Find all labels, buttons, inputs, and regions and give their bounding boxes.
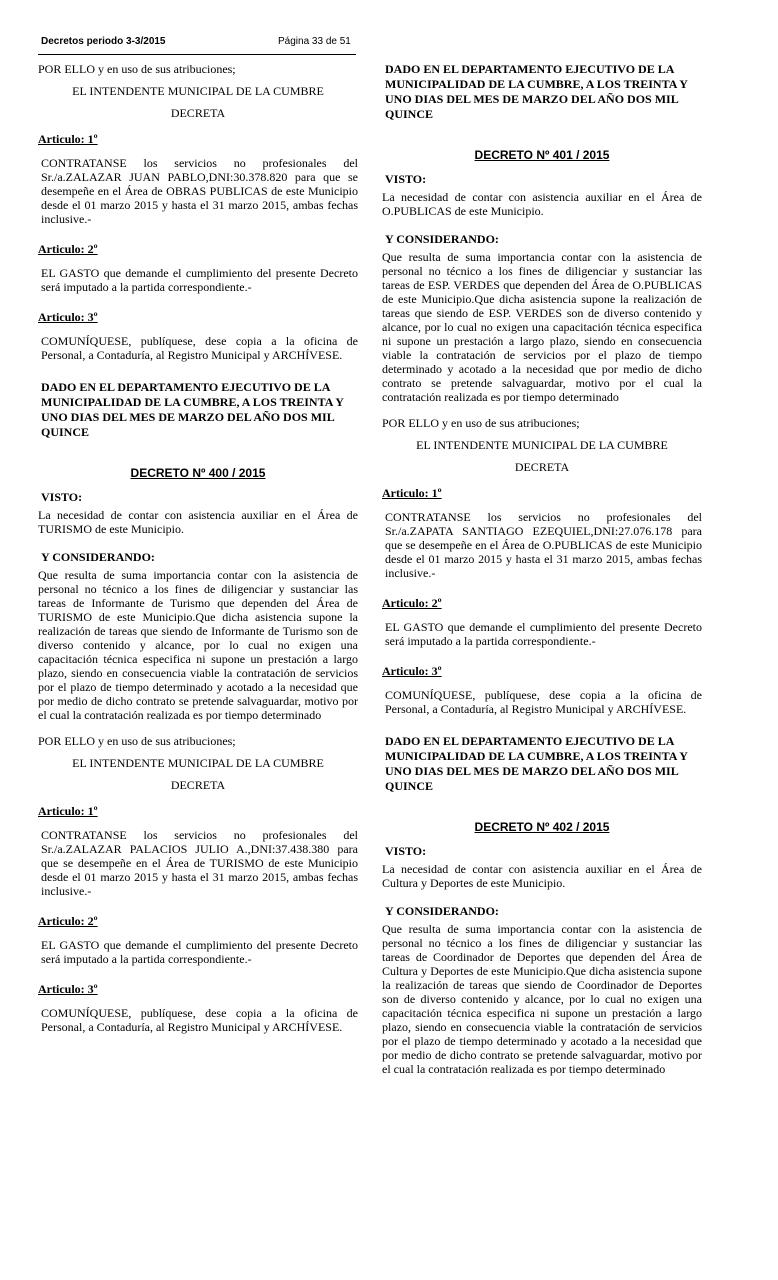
decree-401-article-3-text: COMUNÍQUESE, publíquese, dese copia a la oficina de Personal, a Contaduría, al Registro Municipal y ARCHÍVESE.	[385, 688, 702, 716]
decree-400-visto-label: VISTO:	[41, 490, 83, 504]
decree-402-considerando-label: Y CONSIDERANDO:	[385, 904, 499, 918]
article-3-text: COMUNÍQUESE, publíquese, dese copia a la oficina de Personal, a Contaduría, al Registro Municipal y ARCHÍVESE.	[41, 334, 358, 362]
decree-400-considerando-text: Que resulta de suma importancia contar con la asistencia de personal no técnico a los fines de diligenciar y sustanciar las tareas de Informante de Turismo que dependen del Área de TURISMO de este Municipio.Que dicha asistencia supone la realización de tareas que siendo de Informante de Turismo son de diverso contenido y alcance, por lo cual no exigen una capacitación técnica especifica ni supone un prestación a largo plazo, siendo en consecuencia viable la contratación de servicios por el plazo de tiempo determinado y acotado a la necesidad que por medio de dicho contrato se pretende salvaguardar, motivo por el cual la contratación realizada es por tiempo determinado	[38, 568, 358, 722]
decree-400-title: DECRETO Nº 400 / 2015	[130, 466, 266, 480]
decree-401-article-3-label: Articulo: 3º	[382, 664, 442, 678]
decree-401-considerando-text: Que resulta de suma importancia contar con la asistencia de personal no técnico a los fines de diligenciar y sustanciar las tareas de ESP. VERDES que dependen del Área de O.PUBLICAS de este Municipio.Que dicha asistencia supone la realización de tareas que siendo de ESP. VERDES son de diverso contenido y alcance, por lo cual no exigen una capacitación técnica especifica ni supone un prestación a largo plazo, siendo en consecuencia viable la contratación de servicios por el plazo de tiempo determinado y acotado a la necesidad que por medio de dicho contrato se pretende salvaguardar, motivo por el cual la contratación realizada es por tiempo determinado	[382, 250, 702, 404]
decree-400-article-2-text: EL GASTO que demande el cumplimiento del presente Decreto será imputado a la partida correspondiente.-	[41, 938, 358, 966]
decree-401-article-1-label: Articulo: 1º	[382, 486, 442, 500]
decree-401-article-2-text: EL GASTO que demande el cumplimiento del presente Decreto será imputado a la partida correspondiente.-	[385, 620, 702, 648]
header-page-number: Página 33 de 51	[278, 36, 351, 47]
article-2-text: EL GASTO que demande el cumplimiento del presente Decreto será imputado a la partida correspondiente.-	[41, 266, 358, 294]
decree-401-article-1-text: CONTRATANSE los servicios no profesionales del Sr./a.ZAPATA SANTIAGO EZEQUIEL,DNI:27.076.178 para que se desempeñe en el Área de O.PUBLICAS de este Municipio desde el 01 marzo 2015 y hasta el 31 marzo 2015, ambas fechas inclusive.-	[385, 510, 702, 580]
decree-401-considerando-label: Y CONSIDERANDO:	[385, 232, 499, 246]
left-column	[38, 62, 358, 1034]
decree-400-visto-text: La necesidad de contar con asistencia auxiliar en el Área de TURISMO de este Municipio.	[38, 508, 358, 536]
decree-400-decreta: DECRETA	[170, 778, 226, 792]
article-1-label: Articulo: 1º	[38, 132, 98, 146]
decree-402-considerando-text: Que resulta de suma importancia contar con la asistencia de personal no técnico a los fines de diligenciar y sustanciar las tareas de Coordinador de Deportes que dependen del Área de Cultura y Deportes de este Municipio.Que dicha asistencia supone la realización de tareas que siendo de Coordinador de Deportes son de diverso contenido y alcance, por lo cual no exigen una capacitación técnica especifica ni supone un prestación a largo plazo, siendo en consecuencia viable la contratación de servicios por el plazo de tiempo determinado y acotado a la necesidad que por medio de dicho contrato se pretende salvaguardar, motivo por el cual la contratación realizada es por tiempo determinado	[382, 922, 702, 1076]
decree-400-article-1-text: CONTRATANSE los servicios no profesionales del Sr./a.ZALAZAR PALACIOS JULIO A.,DNI:37.438.380 para que se desempeñe en el Área de TURISMO de este Municipio desde el 01 marzo 2015 y hasta el 31 marzo 2015, ambas fechas inclusive.-	[41, 828, 358, 898]
decree-401-visto-label: VISTO:	[385, 172, 427, 186]
por-ello-text: POR ELLO y en uso de sus atribuciones;	[38, 62, 236, 76]
page-header	[38, 34, 356, 55]
header-period: Decretos periodo 3-3/2015	[41, 36, 166, 47]
dado-closing: DADO EN EL DEPARTAMENTO EJECUTIVO DE LA MUNICIPALIDAD DE LA CUMBRE, A LOS TREINTA Y UNO DIAS DEL MES DE MARZO DEL AÑO DOS MIL QUINCE	[41, 380, 344, 439]
decree-400-article-1-label: Articulo: 1º	[38, 804, 98, 818]
decree-400-article-3-label: Articulo: 3º	[38, 982, 98, 996]
decree-401-intendente: EL INTENDENTE MUNICIPAL DE LA CUMBRE	[416, 438, 668, 452]
decree-401-visto-text: La necesidad de contar con asistencia auxiliar en el Área de O.PUBLICAS de este Municipio.	[382, 190, 702, 218]
article-3-label: Articulo: 3º	[38, 310, 98, 324]
decree-400-article-2-label: Articulo: 2º	[38, 914, 98, 928]
intendente-heading: EL INTENDENTE MUNICIPAL DE LA CUMBRE	[72, 84, 324, 98]
decree-401-title: DECRETO Nº 401 / 2015	[474, 148, 610, 162]
decree-402-title: DECRETO Nº 402 / 2015	[474, 820, 610, 834]
decree-401-decreta: DECRETA	[514, 460, 570, 474]
article-1-text: CONTRATANSE los servicios no profesionales del Sr./a.ZALAZAR JUAN PABLO,DNI:30.378.820 para que se desempeñe en el Área de OBRAS PUBLICAS de este Municipio desde el 01 marzo 2015 y hasta el 31 marzo 2015, ambas fechas inclusive.-	[41, 156, 358, 226]
decree-400-considerando-label: Y CONSIDERANDO:	[41, 550, 155, 564]
decree-400-intendente: EL INTENDENTE MUNICIPAL DE LA CUMBRE	[72, 756, 324, 770]
decree-400-article-3-text: COMUNÍQUESE, publíquese, dese copia a la oficina de Personal, a Contaduría, al Registro Municipal y ARCHÍVESE.	[41, 1006, 358, 1034]
decree-401-por-ello: POR ELLO y en uso de sus atribuciones;	[382, 416, 580, 430]
decreta-heading: DECRETA	[170, 106, 226, 120]
decree-401-dado-closing: DADO EN EL DEPARTAMENTO EJECUTIVO DE LA MUNICIPALIDAD DE LA CUMBRE, A LOS TREINTA Y UNO DIAS DEL MES DE MARZO DEL AÑO DOS MIL QUINCE	[385, 734, 688, 793]
decree-402-visto-label: VISTO:	[385, 844, 427, 858]
decree-401-article-2-label: Articulo: 2º	[382, 596, 442, 610]
right-column	[382, 62, 702, 1076]
decree-402-visto-text: La necesidad de contar con asistencia auxiliar en el Área de Cultura y Deportes de este Municipio.	[382, 862, 702, 890]
dado-closing-top: DADO EN EL DEPARTAMENTO EJECUTIVO DE LA MUNICIPALIDAD DE LA CUMBRE, A LOS TREINTA Y UNO DIAS DEL MES DE MARZO DEL AÑO DOS MIL QUINCE	[385, 62, 688, 121]
article-2-label: Articulo: 2º	[38, 242, 98, 256]
decree-400-por-ello: POR ELLO y en uso de sus atribuciones;	[38, 734, 236, 748]
